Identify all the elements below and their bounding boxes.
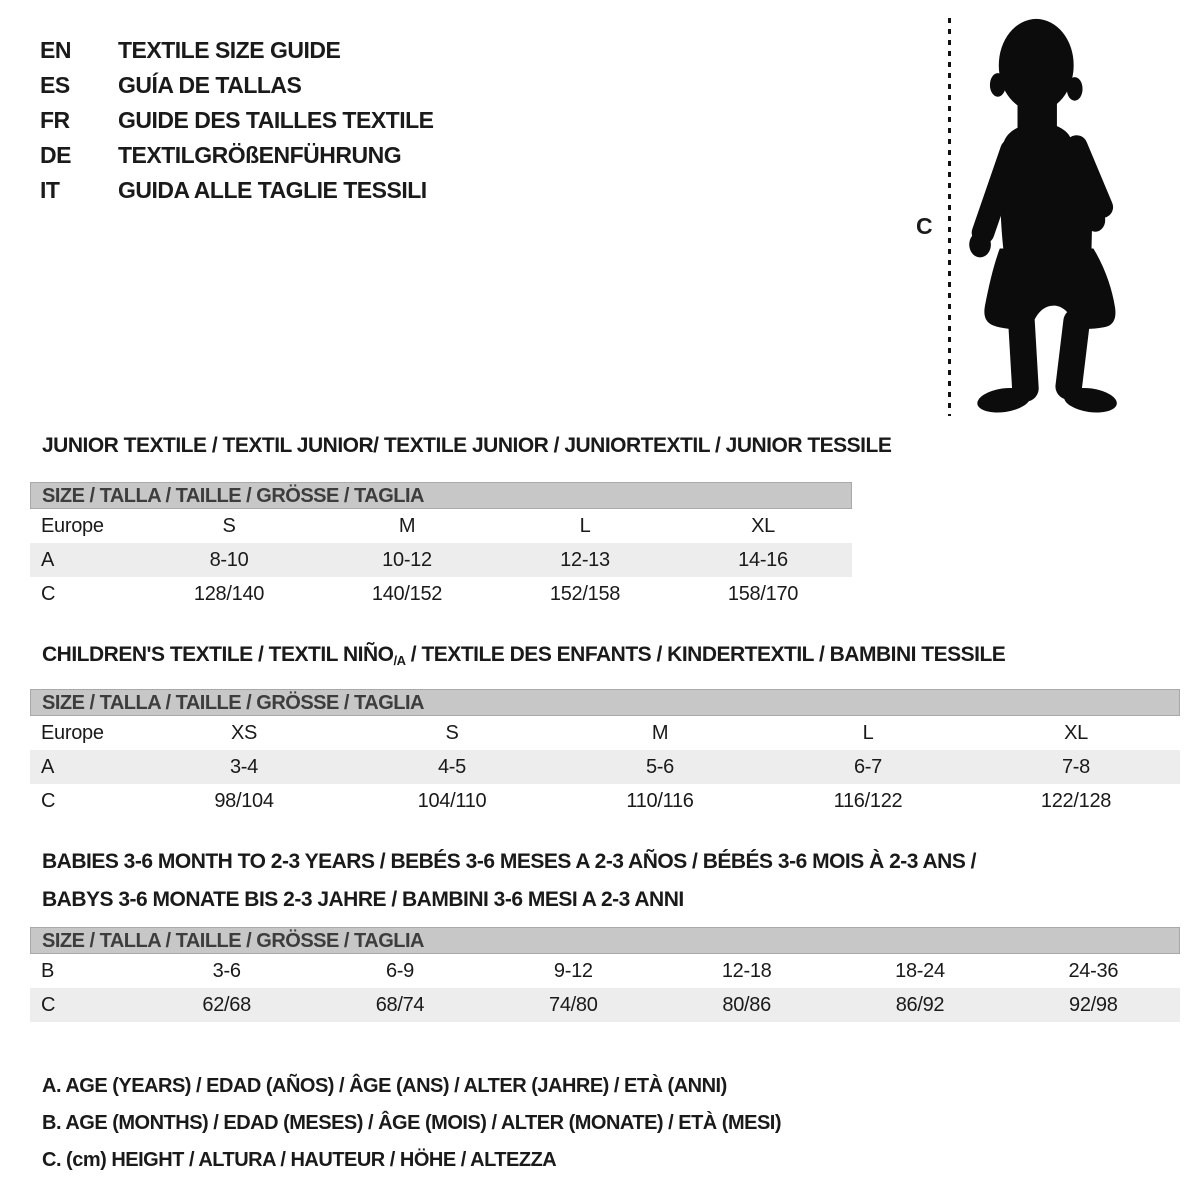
children-section-title	[42, 643, 1005, 668]
table-row	[30, 543, 852, 577]
value-cell: 5-6	[645, 756, 674, 778]
legend	[42, 1068, 781, 1179]
height-measure-label: C	[916, 213, 933, 239]
size-cell: L	[579, 515, 591, 537]
table-row	[30, 784, 1180, 818]
junior-size-header: SIZE / TALLA / TAILLE / GRÖSSE / TAGLIA	[30, 482, 852, 509]
children-title-post: / TEXTILE DES ENFANTS / KINDERTEXTIL / BAMBINI TESSILE	[405, 643, 1006, 666]
size-cell: L	[862, 722, 874, 744]
value-cell: 12-13	[560, 549, 610, 571]
table-row	[30, 954, 1180, 988]
value-cell: 6-7	[853, 756, 882, 778]
row-label: A	[41, 756, 55, 778]
language-title: TEXTILE SIZE GUIDE	[118, 37, 341, 63]
size-cell: S	[445, 722, 459, 744]
value-cell: 10-12	[382, 549, 432, 571]
value-cell: 6-9	[385, 960, 414, 982]
table-row	[30, 750, 1180, 784]
value-cell: 14-16	[738, 549, 788, 571]
value-cell: 3-4	[229, 756, 258, 778]
toddler-silhouette-svg	[958, 14, 1146, 418]
value-cell: 122/128	[1040, 790, 1112, 812]
babies-title-line2: BABYS 3-6 MONATE BIS 2-3 JAHRE / BAMBINI 3-6 MESI A 2-3 ANNI	[42, 888, 684, 911]
value-cell: 98/104	[214, 790, 274, 812]
language-title: TEXTILGRÖßENFÜHRUNG	[118, 142, 402, 168]
toddler-silhouette	[958, 14, 1146, 418]
language-title: GUIDE DES TAILLES TEXTILE	[118, 107, 434, 133]
value-cell: 9-12	[553, 960, 593, 982]
row-label: Europe	[41, 515, 104, 537]
value-cell: 68/74	[375, 994, 425, 1016]
language-row-it	[40, 173, 434, 208]
value-cell: 7-8	[1061, 756, 1090, 778]
value-cell: 62/68	[202, 994, 251, 1016]
row-label: B	[41, 960, 55, 982]
value-cell: 18-24	[895, 960, 945, 982]
language-code: FR	[40, 107, 70, 133]
children-title-subscript: /A	[393, 653, 406, 668]
size-cell: M	[651, 722, 669, 744]
value-cell: 110/116	[626, 790, 694, 812]
value-cell: 92/98	[1069, 994, 1118, 1016]
table-row	[30, 577, 852, 611]
babies-title-line1: BABIES 3-6 MONTH TO 2-3 YEARS / BEBÉS 3-6 MESES A 2-3 AÑOS / BÉBÉS 3-6 MOIS À 2-3 ANS /	[42, 850, 977, 873]
value-cell: 152/158	[549, 583, 621, 605]
value-cell: 128/140	[193, 583, 265, 605]
size-cell: XS	[230, 722, 258, 744]
value-cell: 74/80	[549, 994, 598, 1016]
value-cell: 86/92	[895, 994, 945, 1016]
value-cell: 4-5	[437, 756, 466, 778]
value-cell: 140/152	[371, 583, 443, 605]
babies-size-header: SIZE / TALLA / TAILLE / GRÖSSE / TAGLIA	[30, 927, 1180, 954]
row-label: C	[41, 994, 56, 1016]
row-label: C	[41, 790, 56, 812]
table-row	[30, 716, 1180, 750]
language-title: GUÍA DE TALLAS	[118, 72, 302, 98]
legend-line-c: C. (cm) HEIGHT / ALTURA / HAUTEUR / HÖHE / ALTEZZA	[42, 1149, 557, 1171]
legend-line-b: B. AGE (MONTHS) / EDAD (MESES) / ÂGE (MOIS) / ALTER (MONATE) / ETÀ (MESI)	[42, 1112, 782, 1134]
table-row	[30, 509, 852, 543]
legend-line-a: A. AGE (YEARS) / EDAD (AÑOS) / ÂGE (ANS) / ALTER (JAHRE) / ETÀ (ANNI)	[42, 1075, 727, 1097]
size-cell: S	[222, 515, 236, 537]
value-cell: 80/86	[722, 994, 771, 1016]
size-cell: M	[398, 515, 416, 537]
table-row	[30, 988, 1180, 1022]
row-label: C	[41, 583, 56, 605]
language-code: IT	[40, 177, 60, 203]
language-row-en	[40, 33, 434, 68]
language-title: GUIDA ALLE TAGLIE TESSILI	[118, 177, 427, 203]
value-cell: 24-36	[1068, 960, 1119, 982]
value-cell: 116/122	[833, 790, 903, 812]
language-row-fr	[40, 103, 434, 138]
size-cell: XL	[751, 515, 775, 537]
value-cell: 12-18	[721, 960, 772, 982]
row-label: A	[41, 549, 55, 571]
value-cell: 104/110	[417, 790, 487, 812]
language-code: ES	[40, 72, 70, 98]
babies-size-table	[30, 927, 1180, 1022]
height-measure-dashed-line	[948, 18, 951, 416]
value-cell: 158/170	[727, 583, 799, 605]
children-title-pre: CHILDREN'S TEXTILE / TEXTIL NIÑO	[42, 643, 394, 666]
language-row-es	[40, 68, 434, 103]
row-label: Europe	[41, 722, 104, 744]
language-row-de	[40, 138, 434, 173]
children-size-table	[30, 689, 1180, 818]
language-code: DE	[40, 142, 71, 168]
language-code: EN	[40, 37, 71, 63]
value-cell: 8-10	[209, 549, 249, 571]
junior-size-table	[30, 482, 852, 611]
language-title-list	[40, 33, 434, 208]
children-size-header: SIZE / TALLA / TAILLE / GRÖSSE / TAGLIA	[30, 689, 1180, 716]
size-cell: XL	[1064, 722, 1088, 744]
junior-section-title: JUNIOR TEXTILE / TEXTIL JUNIOR/ TEXTILE JUNIOR / JUNIORTEXTIL / JUNIOR TESSILE	[42, 434, 892, 457]
babies-section-title	[42, 843, 976, 919]
value-cell: 3-6	[212, 960, 241, 982]
